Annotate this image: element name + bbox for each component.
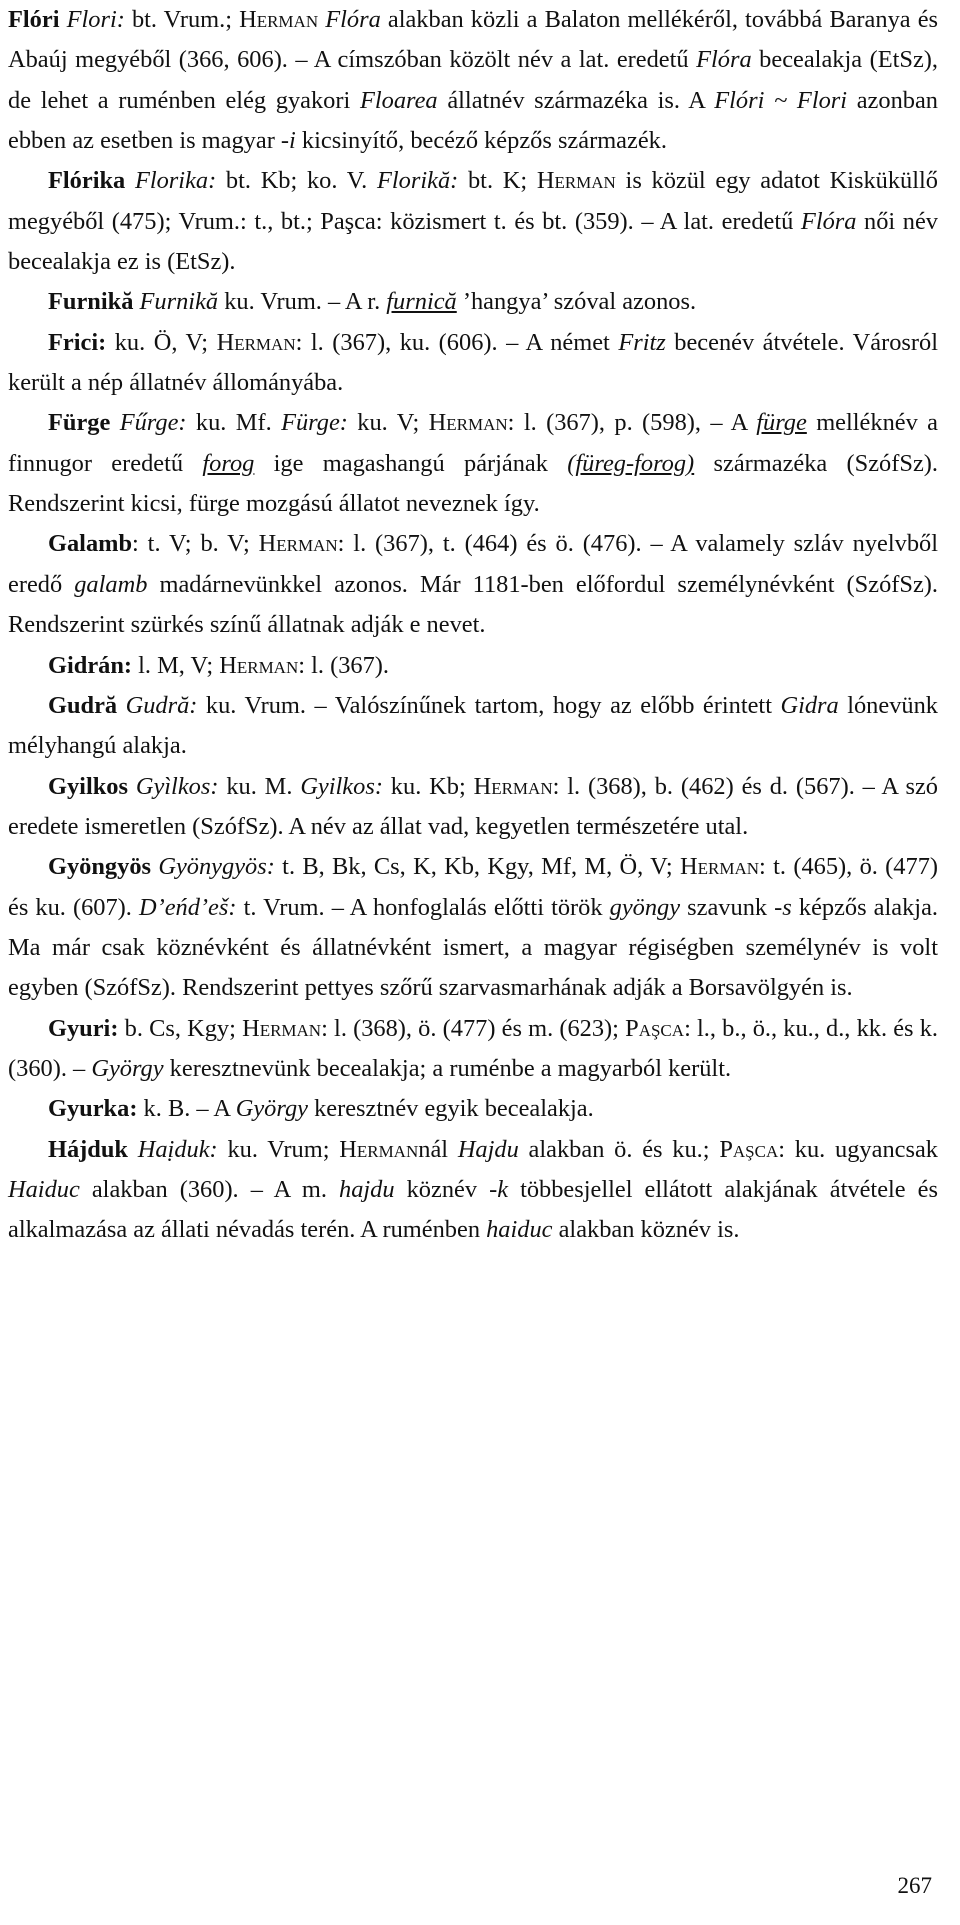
dictionary-entry [8,767,938,848]
dictionary-entry [8,323,938,404]
entry-text: becealakja (EtSz), de lehet a ruménben elég gyakori [8,46,938,114]
entry-styled-text: Flóra [696,46,752,74]
entry-text: azonban ebben az esetben is magyar [8,86,938,155]
entry-text: bt. Vrum.; [124,6,240,33]
entry-styled-text: Herman [242,1014,322,1042]
entry-styled-text: fürge [756,409,807,437]
entry-styled-text: furnică [386,288,457,316]
entry-text: alakban köznév is. [552,1216,740,1244]
entry-styled-text: D’eńd’eš: [138,893,237,921]
entry-text: származéka (SzófSz). Rendszerint kicsi, fürge mozgású állatot neveznek így. [8,449,938,518]
entry-headword: Gidrán: [48,651,133,679]
entry-text: : ku. ugyancsak [778,1135,938,1163]
entry-text: : l., b., ö., ku., d., kk. és k. (360). – [8,1014,939,1082]
entry-headword: Gudră [48,691,118,719]
entry-headword: Galamb [48,530,133,558]
dictionary-entries [8,0,938,1251]
entry-text: ku. M. [218,772,301,800]
entry-text: k. B. – A [137,1095,236,1123]
entry-headword: Gyöngyös [48,853,152,881]
entry-headword: Frici: [48,328,107,356]
entry-styled-text: Fritz [618,328,666,356]
entry-text [128,1136,138,1163]
entry-styled-text: -i [280,127,296,155]
entry-styled-text: Furnikă [139,288,219,316]
entry-text: ku. Vrum. – A r. [218,288,387,316]
entry-styled-text: Florikă: [376,167,459,195]
entry-styled-text: Gyilkos: [300,772,383,800]
dictionary-entry [8,1009,938,1090]
entry-text: t. Vrum. – A honfoglalás előtti török [236,893,610,921]
dictionary-entry [8,282,938,322]
entry-styled-text: György [91,1054,164,1082]
entry-styled-text: Haịduk: [137,1135,218,1163]
entry-styled-text: Floarea [359,86,438,114]
entry-styled-text: hajdu [339,1175,395,1203]
entry-text: : l. (367), ku. (606). – A német [295,328,619,356]
entry-text: bt. Kb; ko. V. [216,167,377,195]
dictionary-entry [8,524,938,645]
dictionary-entry [8,686,938,767]
entry-styled-text: Herman [239,6,319,33]
entry-text [117,692,125,719]
entry-text: l. M, V; [132,651,220,679]
entry-text: képzős alakja. Ma már csak köznévként és állatnévként ismert, a magyar régiségben személynév is volt egyben (SzófSz). Rendszerint pettyes szőrű szarvasmarhának adják a Borsavölgyén is. [8,893,939,1002]
entry-text [59,6,66,33]
dictionary-entry [8,847,938,1008]
entry-styled-text: Gyönygyös: [158,853,275,881]
entry-text: ku. Ö, V; [106,328,217,356]
entry-text: bt. K; [458,167,537,195]
entry-text: ku. Vrum; [217,1135,340,1163]
entry-text: is közül egy adatot Kisküküllő megyéből (475); Vrum.: t., bt.; Paşca: közismert t. és bt. (359). – A lat. eredetű [8,167,938,235]
entry-text: : t. V; b. V; [132,530,259,558]
entry-text: keresztnevünk becealakja; a ruménbe a magyarból került. [163,1054,732,1082]
entry-text: ku. Vrum. – Valószínűnek tartom, hogy az előbb érintett [197,691,781,719]
entry-text: : l. (367). [298,651,390,679]
entry-text: b. Cs, Kgy; [118,1014,243,1042]
entry-styled-text: Fűrge: [119,409,187,437]
entry-text: : l. (367), p. (598), – A [507,409,757,437]
entry-text: szavunk [680,893,775,921]
entry-styled-text: Haiduc [8,1175,80,1203]
entry-headword: Gyilkos [48,772,128,800]
entry-styled-text: galamb [74,570,148,598]
entry-text: ku. Kb; [382,772,474,800]
entry-text [128,773,136,800]
entry-text: : l. (368), ö. (477) és m. (623); [321,1014,626,1042]
entry-text: alakban (360). – A m. [79,1175,339,1203]
entry-styled-text: haiduc [486,1216,553,1244]
entry-styled-text: Flóra [800,207,857,235]
entry-styled-text: Paşca [625,1014,685,1042]
entry-styled-text: Flóra [325,6,381,33]
page-number: 267 [897,1873,932,1898]
entry-styled-text: (füreg-forog) [567,449,695,477]
entry-text: ’hangya’ szóval azonos. [456,288,697,316]
entry-text: alakban közli a Balaton mellékéről, továbbá Baranya és Abaúj megyéből (366, 606). – A címszóban közölt név a lat. eredetű [8,6,939,74]
entry-styled-text: gyöngy [609,893,681,921]
entry-text: : l. (368), b. (462) és d. (567). – A szó eredete ismeretlen (SzófSz). A név az állat vad, kegyetlen természetére utal. [8,772,938,840]
entry-styled-text: Hajdu [457,1135,519,1163]
entry-styled-text: forog [202,449,255,477]
entry-styled-text: Herman [216,328,296,356]
entry-styled-text: Gyìlkos: [135,772,219,800]
entry-styled-text: Herman [536,167,616,195]
entry-styled-text: Herman [428,409,508,437]
entry-text: keresztnév egyik becealakja. [307,1095,594,1123]
entry-text: női név becealakja ez is (EtSz). [8,207,938,276]
entry-styled-text: Herman [339,1135,419,1163]
entry-styled-text: Paşca [719,1135,779,1163]
entry-text: nál [418,1135,458,1163]
entry-styled-text: -k [489,1175,509,1203]
entry-styled-text: György [235,1095,308,1123]
dictionary-entry [8,403,938,524]
dictionary-entry [8,0,938,161]
entry-headword: Gyurka: [48,1095,138,1123]
entry-text: : t. (465), ö. (477) és ku. (607). [8,853,939,921]
entry-text: lónevünk mélyhangú alakja. [8,691,938,760]
dictionary-entry [8,1089,938,1129]
entry-text: t. B, Bk, Cs, K, Kb, Kgy, Mf, M, Ö, V; [274,853,681,881]
dictionary-entry [8,1130,938,1251]
dictionary-entry [8,646,938,686]
entry-styled-text: Herman [219,651,299,679]
entry-text: : l. (367), t. (464) és ö. (476). – A valamely szláv nyelvből eredő [8,530,938,598]
entry-text: alakban ö. és ku.; [518,1135,720,1163]
entry-text: ku. Mf. [186,409,282,437]
entry-styled-text: Herman [258,530,338,558]
entry-styled-text: Gidra [780,691,839,719]
entry-styled-text: Flóri ~ Flori [714,86,848,114]
entry-styled-text: Fürge: [281,409,348,437]
entry-styled-text: Herman [680,853,760,881]
entry-text: többesjellel ellátott alakjának átvétele és alkalmazása az állati névadás terén. A ruménben [8,1175,938,1244]
entry-text [125,167,135,194]
entry-styled-text: Herman [473,772,553,800]
entry-headword: Flórika [48,167,126,195]
entry-styled-text: -s [774,893,792,921]
entry-headword: Flóri [8,6,60,33]
entry-text: madárnevünkkel azonos. Már 1181-ben előfordul személynévként (SzófSz). Rendszerint szürkés színű állatnak adják e nevet. [8,570,939,639]
entry-styled-text: Gudră: [125,691,198,719]
entry-headword: Hájduk [48,1135,128,1163]
entry-text [110,409,119,436]
entry-text: kicsinyítő, becéző képzős származék. [295,127,667,155]
entry-styled-text: Florika: [134,167,217,195]
entry-text: ku. V; [347,409,429,437]
entry-headword: Furnikă [48,288,134,316]
entry-headword: Fürge [48,409,111,437]
entry-text: ige magashangú párjának [254,449,568,477]
entry-styled-text: Flori: [66,6,125,33]
dictionary-entry [8,161,938,282]
entry-text: melléknév a finnugor eredetű [8,409,938,477]
entry-text: köznév [394,1175,490,1203]
entry-text: becenév átvétele. Városról került a nép állatnév állományába. [8,328,939,397]
entry-headword: Gyuri: [48,1014,119,1042]
entry-text: állatnév származéka is. A [437,86,715,114]
